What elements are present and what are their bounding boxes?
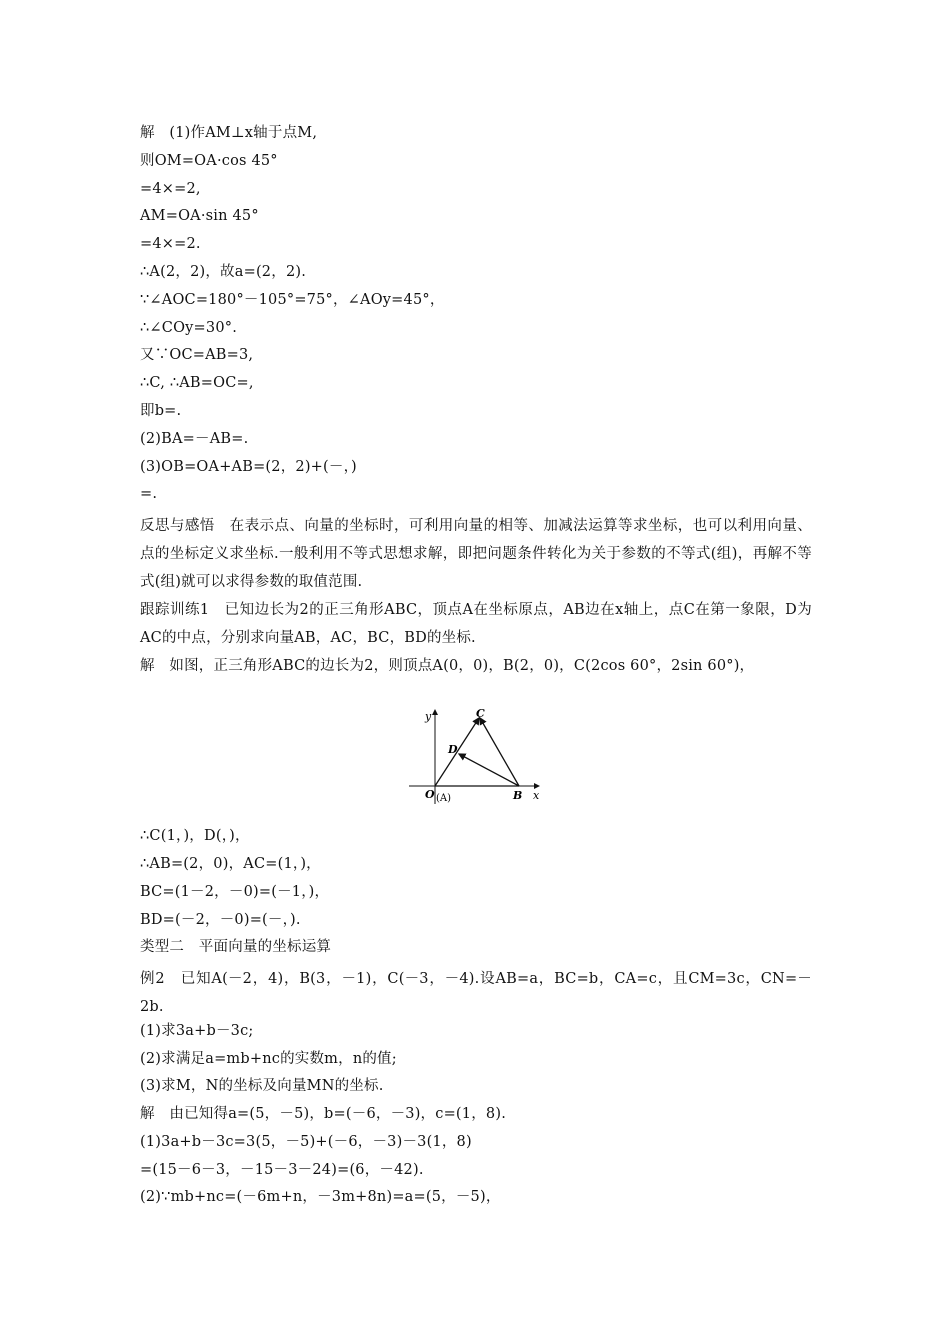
solution-line-8: ∴∠COy=30°.: [140, 320, 238, 336]
example-2-line-1: (1)求3a+b－3c;: [140, 1023, 254, 1039]
label-b: B: [513, 789, 523, 802]
example-2-line-7: (2)∵mb+nc=(－6m+n，－3m+8n)=a=(5，－5)，: [140, 1189, 501, 1205]
example-2-line-2: (2)求满足a=mb+nc的实数m，n的值;: [140, 1051, 397, 1067]
section-title: 类型二 平面向量的坐标运算: [140, 939, 332, 955]
label-y: y: [425, 710, 432, 723]
solution-line-1: 解 (1)作AM⊥x轴于点M,: [140, 125, 318, 141]
solution-line-5: =4×=2.: [140, 236, 201, 252]
exercise-1-solution: 解 如图，正三角形ABC的边长为2，则顶点A(0，0)，B(2，0)，C(2cos 60°，2sin 60°)，: [140, 658, 755, 674]
solution-line-9: 又∵OC=AB=3,: [140, 347, 254, 363]
solution-line-10: ∴C, ∴AB=OC=,: [140, 375, 254, 391]
exercise-1-paragraph: 跟踪训练1 已知边长为2的正三角形ABC，顶点A在坐标原点，AB边在x轴上，点C在第一象限，D为AC的中点，分别求向量AB，AC，BC，BD的坐标.: [140, 602, 812, 646]
solution-line-4: AM=OA·sin 45°: [140, 208, 259, 224]
solution-line-11: 即b=.: [140, 403, 182, 419]
coord-line-4: BD=(－2，－0)=(－，).: [140, 912, 301, 928]
label-c: C: [476, 707, 485, 720]
solution-line-2: 则OM=OA·cos 45°: [140, 153, 278, 169]
example-2-line-4: 解 由已知得a=(5，－5)，b=(－6，－3)，c=(1，8).: [140, 1106, 506, 1122]
solution-line-13: (3)OB=OA+AB=(2，2)+(－，): [140, 459, 357, 475]
example-2-line-5: (1)3a+b－3c=3(5，－5)+(－6，－3)－3(1，8): [140, 1134, 472, 1150]
coord-line-1: ∴C(1，)，D(，)，: [140, 828, 250, 844]
label-d: D: [448, 743, 458, 756]
label-a: (A): [436, 793, 452, 804]
solution-line-3: =4×=2,: [140, 181, 201, 197]
reflection-paragraph: 反思与感悟 在表示点、向量的坐标时，可利用向量的相等、加减法运算等求坐标，也可以利用向量、点的坐标定义求坐标.一般利用不等式思想求解，即把问题条件转化为关于参数的不等式(组)，再解不等式(组)就可以求得参数的取值范围.: [140, 518, 812, 590]
solution-line-14: =.: [140, 486, 158, 502]
solution-line-6: ∴A(2，2)，故a=(2，2).: [140, 264, 307, 280]
solution-line-12: (2)BA=－AB=.: [140, 431, 249, 447]
solution-line-7: ∵∠AOC=180°－105°=75°，∠AOy=45°，: [140, 292, 445, 308]
example-2-line-3: (3)求M，N的坐标及向量MN的坐标.: [140, 1078, 384, 1094]
label-o: O: [425, 788, 435, 801]
label-x: x: [533, 789, 540, 802]
coord-line-2: ∴AB=(2，0)，AC=(1，)，: [140, 856, 321, 872]
example-2-line-6: =(15－6－3，－15－3－24)=(6，－42).: [140, 1162, 424, 1178]
triangle-figure: [405, 706, 545, 806]
example-2-paragraph: 例2 已知A(－2，4)，B(3，－1)，C(－3，－4).设AB=a，BC=b，CA=c，且CM=3c，CN=－2b.: [140, 971, 812, 1015]
coord-line-3: BC=(1－2，－0)=(－1，)，: [140, 884, 330, 900]
